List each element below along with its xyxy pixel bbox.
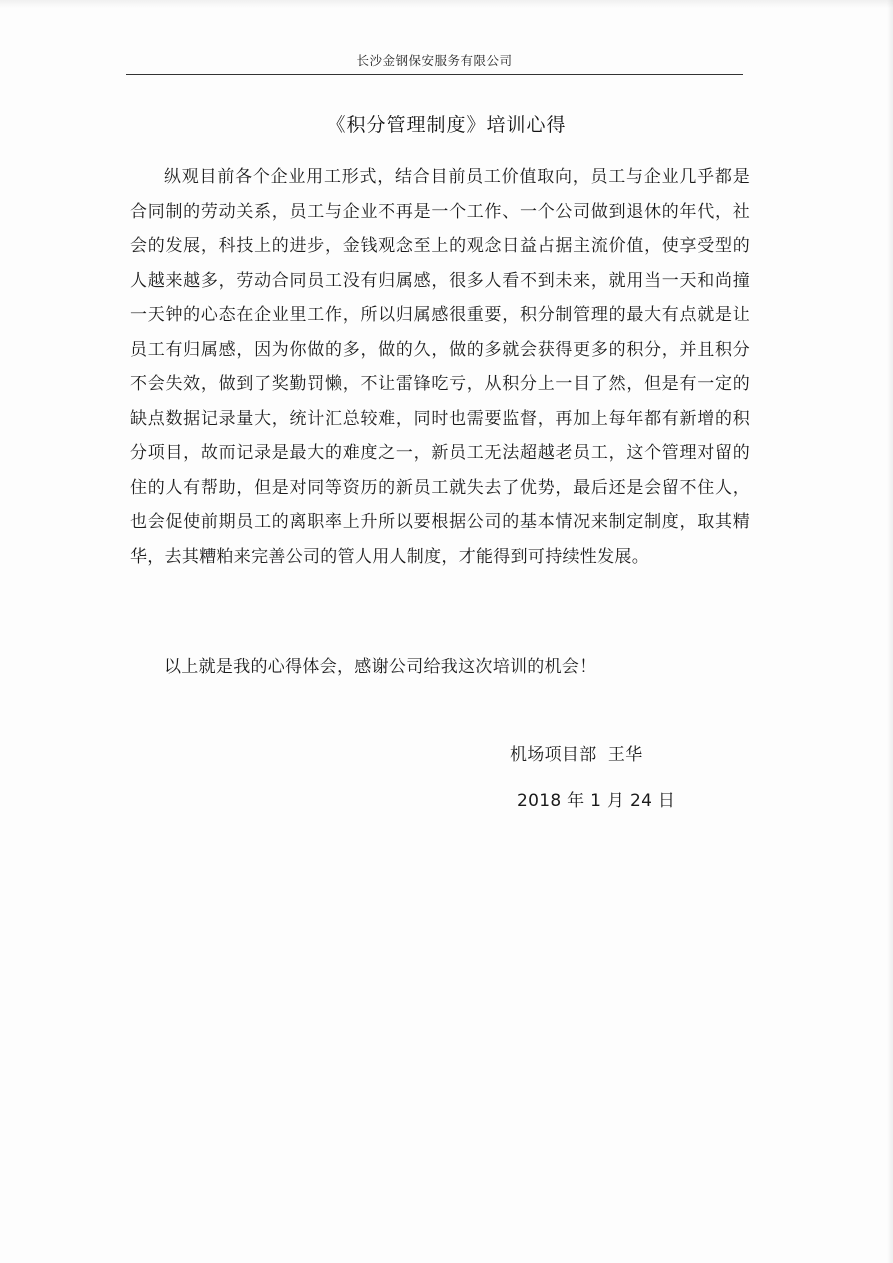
scan-edge-shadow: [887, 0, 893, 1263]
signature: 机场项目部 王华: [510, 745, 643, 765]
scan-top-shadow: [0, 0, 893, 8]
document-date: 2018 年 1 月 24 日: [517, 791, 676, 811]
body-paragraph: 纵观目前各个企业用工形式，结合目前员工价值取向，员工与企业几乎都是合同制的劳动关系，员工与企业不再是一个工作、一个公司做到退休的年代，社会的发展，科技上的进步，金钱观念至上的观念日益占据主流价值，使享受型的人越来越多，劳动合同员工没有归属感，很多人看不到未来，就用当一天和尚撞一天钟的心态在企业里工作，所以归属感很重要，积分制管理的最大有点就是让员工有归属感，因为你做的多，做的久，做的多就会获得更多的积分，并且积分不会失效，做到了奖勤罚懒，不让雷锋吃亏，从积分上一目了然，但是有一定的缺点数据记录量大，统计汇总较难，同时也需要监督，再加上每年都有新增的积分项目，故而记录是最大的难度之一，新员工无法超越老员工，这个管理对留的住的人有帮助，但是对同等资历的新员工就失去了优势，最后还是会留不住人，也会促使前期员工的离职率上升所以要根据公司的基本情况来制定制度，取其精华，去其糟粕来完善公司的管人用人制度，才能得到可持续性发展。: [130, 167, 750, 567]
closing-paragraph: 以上就是我的心得体会，感谢公司给我这次培训的机会！: [164, 657, 597, 677]
company-name: 长沙金钢保安服务有限公司: [356, 53, 513, 68]
page-header: [126, 50, 743, 75]
document-title: 《积分管理制度》培训心得: [326, 114, 567, 136]
